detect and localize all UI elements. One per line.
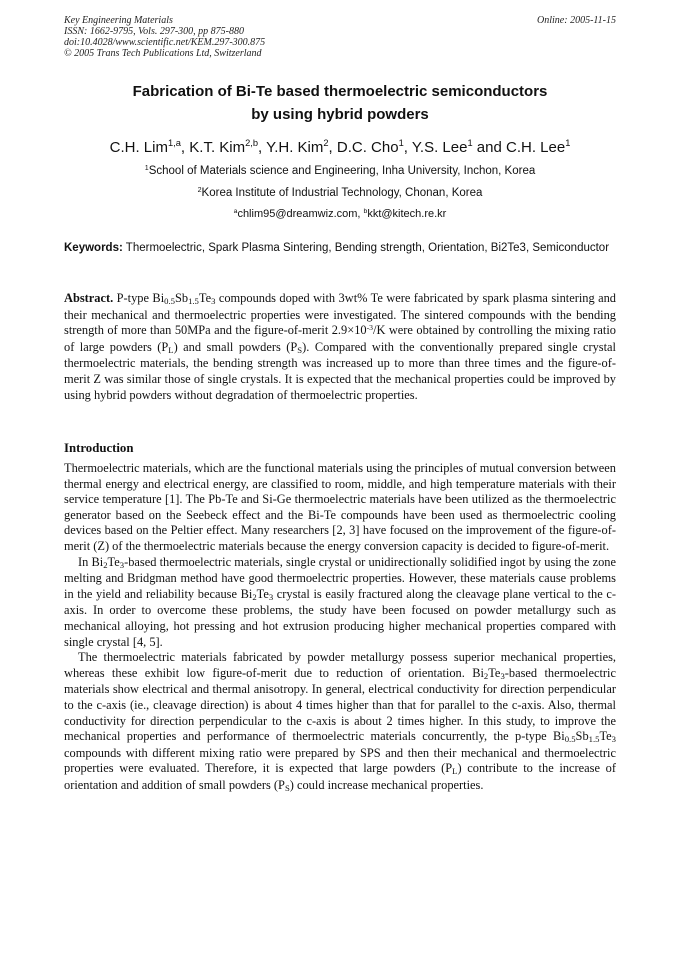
author: C.H. Lim$^{1,a}$, <box>109 138 190 156</box>
doi-line: doi:10.4028/www.scientific.net/KEM.297-300.875 <box>64 37 266 48</box>
author-emails: $^a$chlim95@dreamwiz.com, $^b$kkt@kitech.re.kr <box>233 207 447 220</box>
author: C.H. Lee$^1$ <box>505 138 571 156</box>
paragraph: Thermoelectric materials, which are the functional materials using the principles of mutual conversion between thermal energy and electrical energy, are classified to room, middle, and high temperature materials with their service temperature [1]. The Pb-Te and Si-Ge thermoelectric materials have been utilized as the thermoelectric generator based on the Seebeck effect and the Bi-Te compounds have been used as thermoelectric cooling devices based on the Peltier effect. Many researchers [2, 3] have focused on the improvement of the figure-of-merit (Z) of the thermoelectric materials because the energy conversion capacity is decided to figure-of-merit. <box>64 461 616 553</box>
keywords-label: Keywords: <box>64 242 123 254</box>
email-link-b[interactable]: kkt@kitech.re.kr <box>367 208 447 220</box>
paragraph: The thermoelectric materials fabricated by powder metallurgy possess superior mechanical properties, whereas these exhibit low figure-of-merit due to reduction of orientation. $Bi_2Te_3$-based thermoelectric materials show electrical and thermal anisotropy. In general, electrical conductivity for direction perpendicular to the c-axis (ie., cleavage direction) is about 4 times higher than that for parallel to the c-axis. Also, thermal conductivity for direction perpendicular to the c-axis is about 2 times higher. In this study, to improve the mechanical properties and performance of thermoelectric materials concurrently, the p-type $Bi_{0.5}Sb_{1.5}Te_3$ compounds with different mixing ratio were prepared by SPS and then their mechanical and thermoelectric properties were evaluated. Therefore, it is expected that large powders $(P_L)$ contribute to the increase of orientation and addition of small powders $(P_S)$ could increase mechanical properties. <box>64 650 616 794</box>
author-list <box>64 138 616 159</box>
author: D.C. Cho$^1$, <box>336 138 412 156</box>
paper-title <box>64 80 616 126</box>
author: Y.S. Lee$^1$ and <box>411 138 506 156</box>
affiliation-2: $^2$Korea Institute of Industrial Technology, Chonan, Korea <box>197 185 483 199</box>
affiliation-1: $^1$School of Materials science and Engineering, Inha University, Inchon, Korea <box>144 163 536 177</box>
title-line-2: by using hybrid powders <box>251 106 429 123</box>
online-date: Online: 2005-11-15 <box>537 15 616 26</box>
paragraph: In $Bi_2Te_3$-based thermoelectric materials, single crystal or unidirectionally solidified ingot by using the zone melting and Bridgman method have good thermoelectric properties. However, these materials cause problems in the yield and reliability because $Bi_2Te_3$ crystal is easily fractured along the cleavage plane vertical to the c-axis. In order to overcome these problems, the study have been focused on powder metallurgy such as mechanical alloying, hot pressing and hot extrusion producing higher mechanical properties compared with single crystal [4, 5]. <box>64 554 616 649</box>
author: K.T. Kim$^{2,b}$, <box>189 138 267 156</box>
keywords-text: Thermoelectric, Spark Plasma Sintering, Bending strength, Orientation, Bi2Te3, Semiconductor <box>125 242 610 254</box>
journal-header <box>64 15 616 59</box>
introduction-body <box>64 461 616 794</box>
journal-name: Key Engineering Materials <box>64 15 173 26</box>
author: Y.H. Kim$^2$, <box>266 138 337 156</box>
keywords <box>64 241 616 256</box>
abstract-label: Abstract. <box>64 291 114 305</box>
issn-line: ISSN: 1662-9795, Vols. 297-300, pp 875-880 <box>64 26 244 37</box>
section-heading-introduction: Introduction <box>64 441 134 455</box>
title-line-1: Fabrication of Bi-Te based thermoelectric semiconductors <box>132 83 548 100</box>
email-link-a[interactable]: chlim95@dreamwiz.com, <box>237 208 361 220</box>
abstract: Abstract. P-type $Bi_{0.5}Sb_{1.5}Te_3$ compounds doped with 3wt% Te were fabricated by spark plasma sintering and their mechanical and thermoelectric properties were investigated. The sintered compounds with the bending strength of more than 50MPa and the figure-of-merit $2.9\times 10^{-3}/K$ were obtained by controlling the mixing ratio of large powders $(P_L)$ and small powders $(P_S)$. Compared with the conventionally prepared single crystal thermoelectric materials, the bending strength was increased up to more than three times and the figure-of-merit Z was similar those of single crystals. It is expected that the mechanical properties could be improved by using hybrid powders without degradation of thermoelectric properties. <box>64 291 616 402</box>
copyright-line: © 2005 Trans Tech Publications Ltd, Switzerland <box>64 48 262 59</box>
